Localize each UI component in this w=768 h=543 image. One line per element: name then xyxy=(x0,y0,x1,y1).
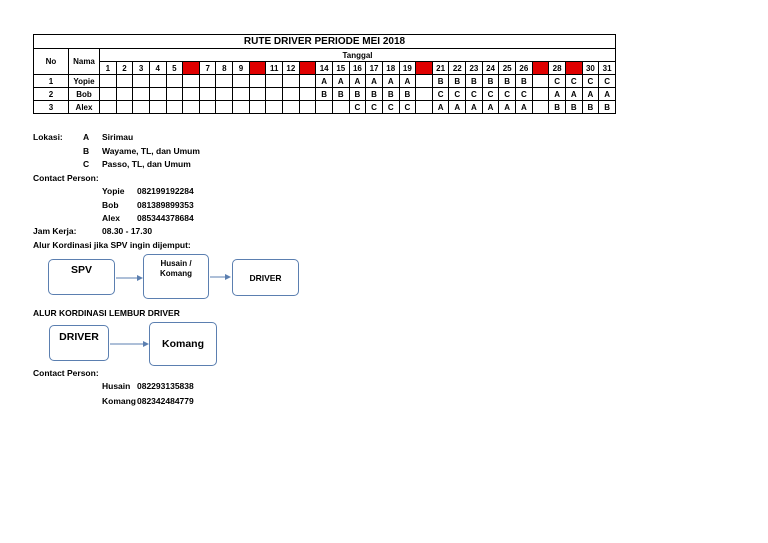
alur-spv-heading: Alur Kordinasi jika SPV ingin dijemput: xyxy=(33,240,191,250)
day-2: 2 xyxy=(116,62,133,75)
route-cell: B xyxy=(582,101,599,114)
day-30: 30 xyxy=(582,62,599,75)
day-14: 14 xyxy=(316,62,333,75)
route-cell: C xyxy=(399,101,416,114)
route-cell: B xyxy=(366,88,383,101)
route-cell: A xyxy=(332,75,349,88)
day-18: 18 xyxy=(382,62,399,75)
route-cell: C xyxy=(516,88,533,101)
route-cell: B xyxy=(499,75,516,88)
husain-komang-box xyxy=(143,254,209,299)
day-27: 27 xyxy=(532,62,549,75)
alur-lembur-heading: ALUR KORDINASI LEMBUR DRIVER xyxy=(33,308,180,318)
day-4: 4 xyxy=(149,62,166,75)
route-cell: A xyxy=(499,101,516,114)
day-11: 11 xyxy=(266,62,283,75)
contact-phone-bob: 081389899353 xyxy=(137,200,194,210)
contact-name-yopie: Yopie xyxy=(102,186,125,196)
day-22: 22 xyxy=(449,62,466,75)
row-no: 3 xyxy=(34,101,69,114)
row-nama: Alex xyxy=(69,101,100,114)
contact-name-komang: Komang xyxy=(102,396,136,406)
route-cell: C xyxy=(549,75,566,88)
day-31: 31 xyxy=(599,62,616,75)
route-cell: C xyxy=(382,101,399,114)
husain-komang-line1: Husain / xyxy=(160,259,192,268)
route-cell: A xyxy=(482,101,499,114)
route-cell: B xyxy=(332,88,349,101)
contact-person-label-2: Contact Person: xyxy=(33,368,99,378)
day-23: 23 xyxy=(466,62,483,75)
route-cell: A xyxy=(565,88,582,101)
route-cell: A xyxy=(516,101,533,114)
day-19: 19 xyxy=(399,62,416,75)
day-17: 17 xyxy=(366,62,383,75)
route-cell: B xyxy=(399,88,416,101)
spv-box-label: SPV xyxy=(70,264,92,276)
day-21: 21 xyxy=(432,62,449,75)
jam-kerja-value: 08.30 - 17.30 xyxy=(102,226,153,236)
day-26: 26 xyxy=(516,62,533,75)
route-cell: C xyxy=(366,101,383,114)
contact-name-alex: Alex xyxy=(102,213,120,223)
day-1: 1 xyxy=(100,62,117,75)
day-3: 3 xyxy=(133,62,150,75)
driver-box xyxy=(232,259,299,296)
route-cell: A xyxy=(549,88,566,101)
driver-box-label: DRIVER xyxy=(249,272,282,283)
row-no: 1 xyxy=(34,75,69,88)
contact-phone-yopie: 082199192284 xyxy=(137,186,194,196)
contact-phone-husain: 082293135838 xyxy=(137,381,194,391)
lokasi-desc-a: Sirimau xyxy=(102,132,134,142)
route-cell: C xyxy=(499,88,516,101)
jam-kerja-label: Jam Kerja: xyxy=(33,226,77,236)
route-cell: B xyxy=(565,101,582,114)
route-cell: B xyxy=(349,88,366,101)
lokasi-code-a: A xyxy=(83,132,90,142)
route-cell: B xyxy=(549,101,566,114)
route-cell: A xyxy=(316,75,333,88)
lokasi-desc-b: Wayame, TL, dan Umum xyxy=(102,146,200,156)
route-cell: C xyxy=(582,75,599,88)
day-29: 29 xyxy=(565,62,582,75)
route-cell: B xyxy=(516,75,533,88)
day-16: 16 xyxy=(349,62,366,75)
route-cell: A xyxy=(382,75,399,88)
lokasi-desc-c: Passo, TL, dan Umum xyxy=(102,159,191,169)
route-cell: C xyxy=(466,88,483,101)
route-cell: A xyxy=(432,101,449,114)
route-cell: C xyxy=(482,88,499,101)
lokasi-label: Lokasi: xyxy=(33,132,63,142)
route-cell: C xyxy=(565,75,582,88)
route-cell: C xyxy=(599,75,616,88)
lembur-driver-box xyxy=(49,325,109,361)
table-title: RUTE DRIVER PERIODE MEI 2018 xyxy=(34,35,616,49)
route-cell: A xyxy=(349,75,366,88)
day-10: 10 xyxy=(249,62,266,75)
contact-phone-alex: 085344378684 xyxy=(137,213,194,223)
header-no: No xyxy=(34,49,69,75)
route-cell: B xyxy=(599,101,616,114)
header-nama: Nama xyxy=(69,49,100,75)
route-cell: A xyxy=(366,75,383,88)
husain-komang-line2: Komang xyxy=(160,269,192,278)
route-cell: A xyxy=(399,75,416,88)
lembur-komang-label: Komang xyxy=(162,338,204,350)
route-cell: B xyxy=(449,75,466,88)
day-5: 5 xyxy=(166,62,183,75)
lokasi-code-b: B xyxy=(83,146,90,156)
lokasi-code-c: C xyxy=(83,159,90,169)
route-cell: A xyxy=(449,101,466,114)
contact-name-bob: Bob xyxy=(102,200,119,210)
route-cell: A xyxy=(599,88,616,101)
contact-person-label: Contact Person: xyxy=(33,173,99,183)
spv-box xyxy=(48,259,115,295)
day-13: 13 xyxy=(299,62,316,75)
row-nama: Bob xyxy=(69,88,100,101)
day-8: 8 xyxy=(216,62,233,75)
route-cell: C xyxy=(349,101,366,114)
day-9: 9 xyxy=(233,62,250,75)
route-cell: C xyxy=(449,88,466,101)
lembur-driver-label: DRIVER xyxy=(59,331,99,343)
day-12: 12 xyxy=(283,62,300,75)
route-cell: B xyxy=(316,88,333,101)
day-24: 24 xyxy=(482,62,499,75)
row-no: 2 xyxy=(34,88,69,101)
day-20: 20 xyxy=(416,62,433,75)
route-cell: B xyxy=(382,88,399,101)
day-28: 28 xyxy=(549,62,566,75)
route-cell: B xyxy=(482,75,499,88)
day-7: 7 xyxy=(199,62,216,75)
day-15: 15 xyxy=(332,62,349,75)
day-25: 25 xyxy=(499,62,516,75)
day-6: 6 xyxy=(183,62,200,75)
contact-phone-komang: 082342484779 xyxy=(137,396,194,406)
route-cell: C xyxy=(432,88,449,101)
route-cell: A xyxy=(466,101,483,114)
route-cell: A xyxy=(582,88,599,101)
header-tanggal: Tanggal xyxy=(100,49,616,62)
route-cell: B xyxy=(432,75,449,88)
lembur-komang-box xyxy=(149,322,217,366)
contact-name-husain: Husain xyxy=(102,381,131,391)
row-nama: Yopie xyxy=(69,75,100,88)
route-cell: B xyxy=(466,75,483,88)
